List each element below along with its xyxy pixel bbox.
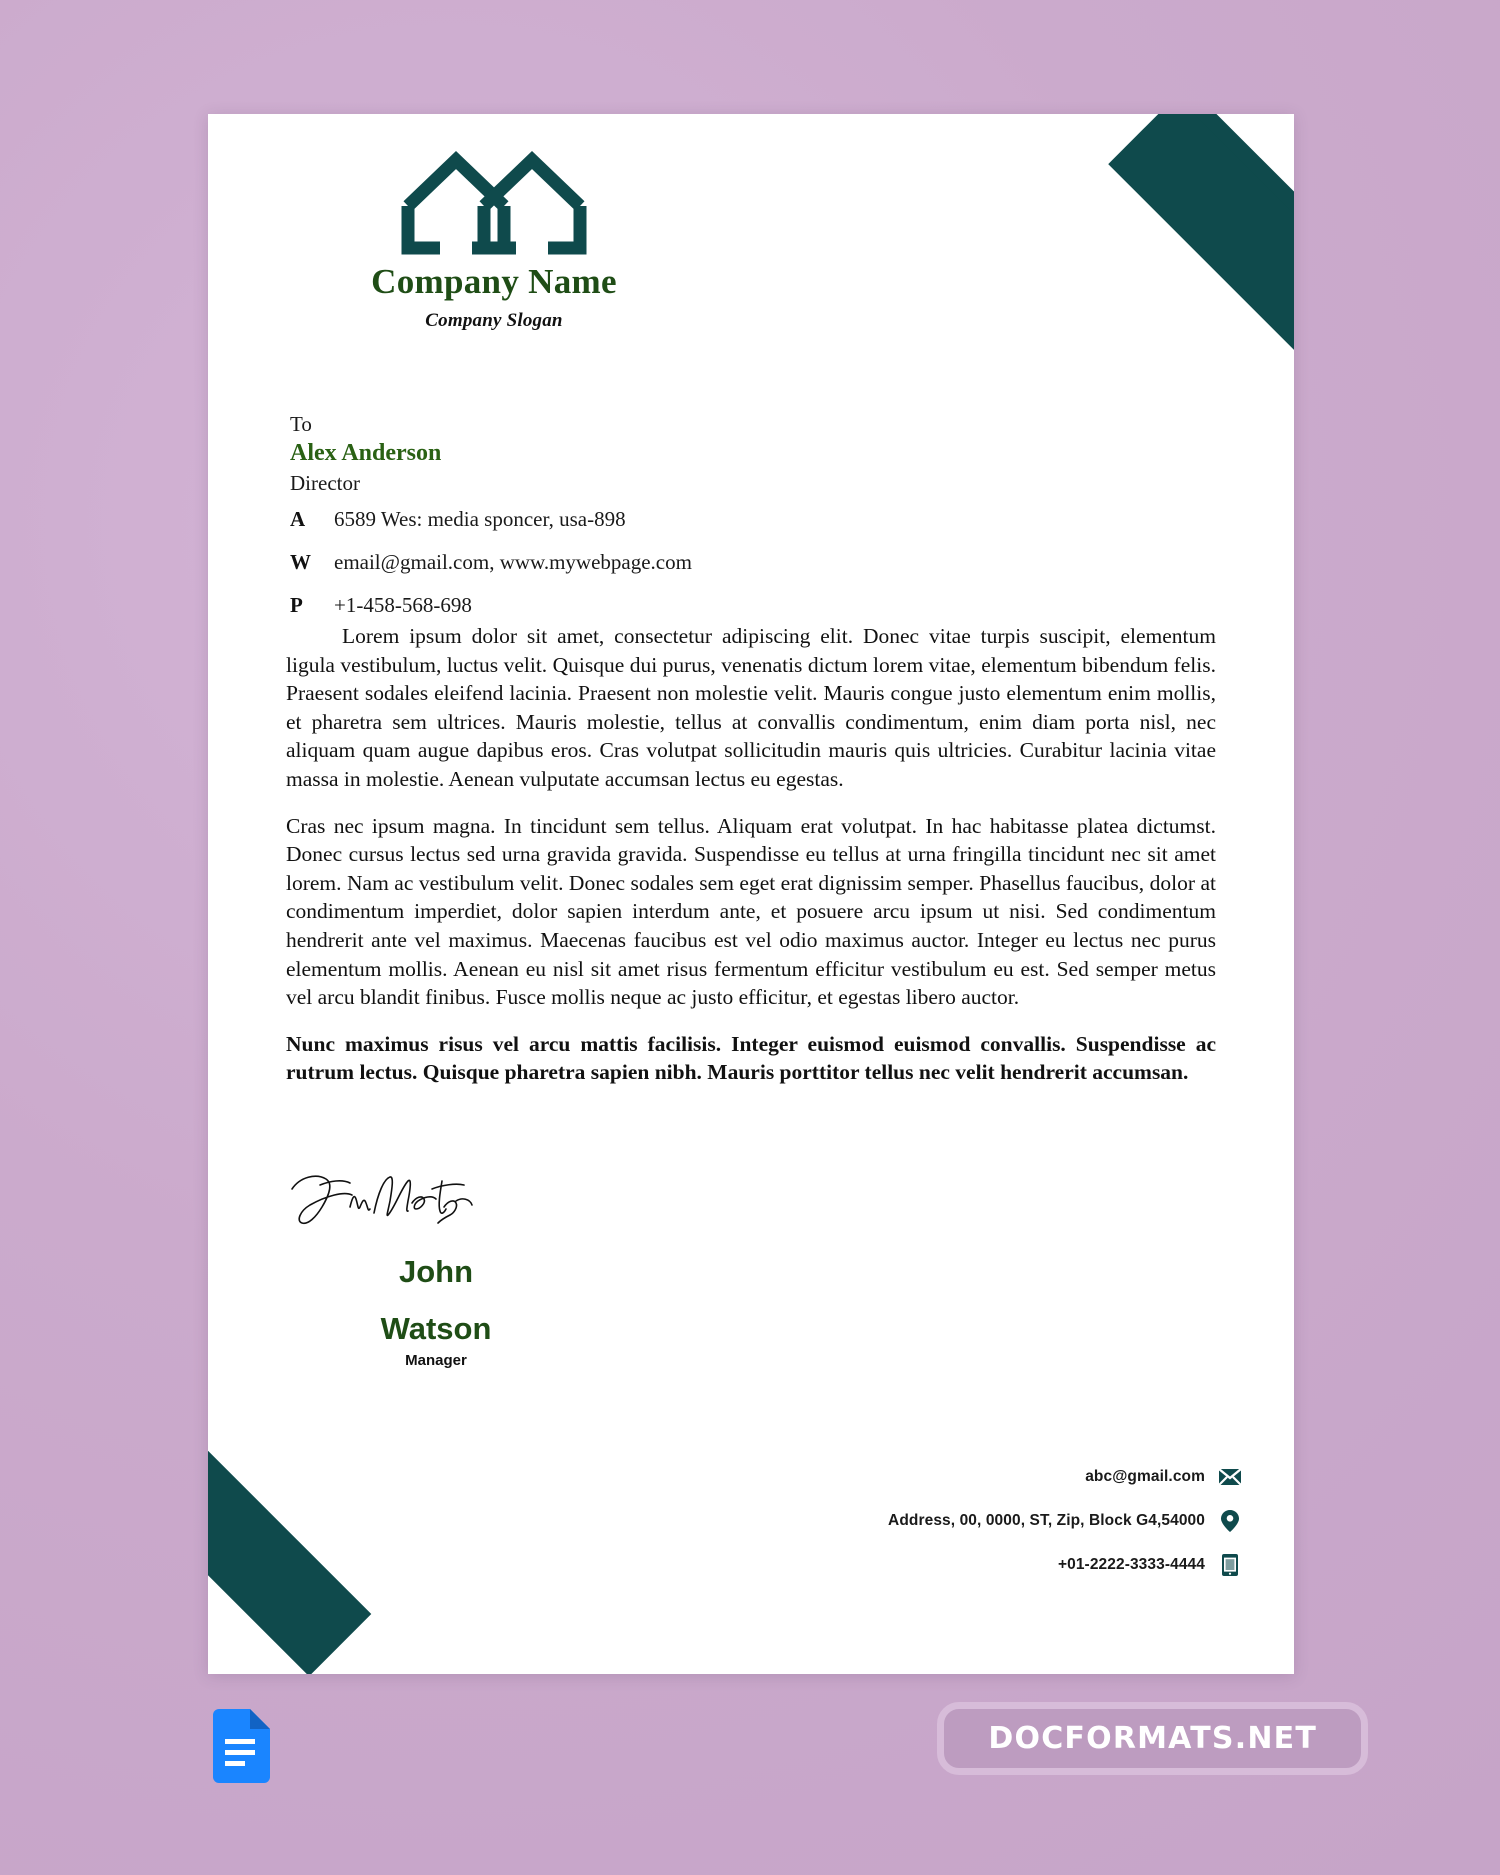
google-docs-icon[interactable] (213, 1709, 270, 1783)
brand-watermark-label: DOCFORMATS.NET (988, 1721, 1317, 1756)
signer-role: Manager (405, 1352, 467, 1370)
body-paragraph-3-bold: Nunc maximus risus vel arcu mattis facilisis. Integer euismod euismod convallis. Suspendisse ac rutrum lectus. Quisque pharetra sapien nibh. Mauris porttitor tellus nec velit hendrerit accumsan. (286, 1031, 1216, 1085)
address-key-icon: A (290, 507, 306, 531)
double-house-logo-icon (394, 146, 594, 256)
location-pin-icon (1218, 1508, 1242, 1534)
body-paragraph-1: Lorem ipsum dolor sit amet, consectetur adipiscing elit. Donec vitae turpis suscipit, elementum ligula vestibulum, luctus velit. Quisque dui purus, venenatis dictum lorem vitae, elementum bibendum felis. Praesent sodales eleifend lacinia. Praesent non molestie velit. Mauris congue justo elementum enim mollis, et pharetra sem ultrices. Mauris molestie, tellus at convallis condimentum, enim diam porta nisl, nec aliquam quam augue dapibus eros. Cras volutpat sollicitudin mauris quis ultricies. Curabitur lacinia vitae massa in molestie. Aenean vulputate accumsan lectus eu egestas. (286, 624, 1216, 791)
recipient-role: Director (290, 471, 360, 496)
footer-row-email (762, 1464, 1242, 1490)
letter-body (286, 622, 1216, 1087)
brand-watermark-badge (937, 1702, 1368, 1775)
recipient-contact-list (290, 507, 910, 636)
body-paragraph-2: Cras nec ipsum magna. In tincidunt sem tellus. Aliquam erat volutpat. In hac habitasse platea dictumst. Donec cursus lectus sed urna gravida gravida. Suspendisse eu tellus at urna fringilla tincidunt nec sit amet lorem. Nam ac vestibulum velit. Donec sodales sem eget erat dignissim semper. Phasellus faucibus, dolor at condimentum imperdiet, dolor sapien interdum ante, et posuere arcu ipsum ut nisi. Sed condimentum hendrerit ante vel maximus. Maecenas faucibus est vel odio maximus auctor. Integer eu lectus nec purus elementum mollis. Aenean eu nisl sit amet risus fermentum efficitur vestibulum eu est. Sed semper metus vel arcu blandit finibus. Fusce mollis neque ac justo efficitur, et egestas libero auctor. (286, 813, 1216, 1010)
company-slogan: Company Slogan (425, 310, 563, 331)
recipient-name: Alex Anderson (290, 440, 442, 467)
contact-address-value: 6589 Wes: media sponcer, usa-898 (334, 507, 626, 531)
footer-phone-text: +01-2222-3333-4444 (1057, 1556, 1205, 1573)
company-name: Company Name (371, 262, 617, 301)
contact-row-web (290, 550, 910, 575)
recipient-block (290, 411, 790, 498)
recipient-to-label: To (290, 412, 312, 436)
phone-key-icon: P (290, 593, 303, 617)
footer-row-phone (762, 1552, 1242, 1578)
footer-email-text: abc@gmail.com (1085, 1468, 1205, 1485)
letterhead-document-page (208, 114, 1294, 1674)
handwritten-signature-icon (286, 1167, 476, 1233)
letterhead-header (304, 146, 684, 332)
web-key-icon: W (290, 550, 311, 574)
envelope-icon (1218, 1464, 1242, 1490)
footer-row-address (762, 1508, 1242, 1534)
contact-row-address (290, 507, 910, 532)
contact-web-value: email@gmail.com, www.mywebpage.com (334, 550, 692, 574)
signer-name-line-1: John (398, 1254, 474, 1289)
contact-phone-value: +1-458-568-698 (334, 593, 472, 617)
footer-contact-block (762, 1464, 1242, 1578)
signer-name-line-2: Watson (380, 1310, 492, 1346)
signature-block (286, 1167, 586, 1369)
footer-address-text: Address, 00, 0000, ST, Zip, Block G4,54000 (888, 1512, 1205, 1529)
mobile-phone-icon (1218, 1552, 1242, 1578)
contact-row-phone (290, 593, 910, 618)
